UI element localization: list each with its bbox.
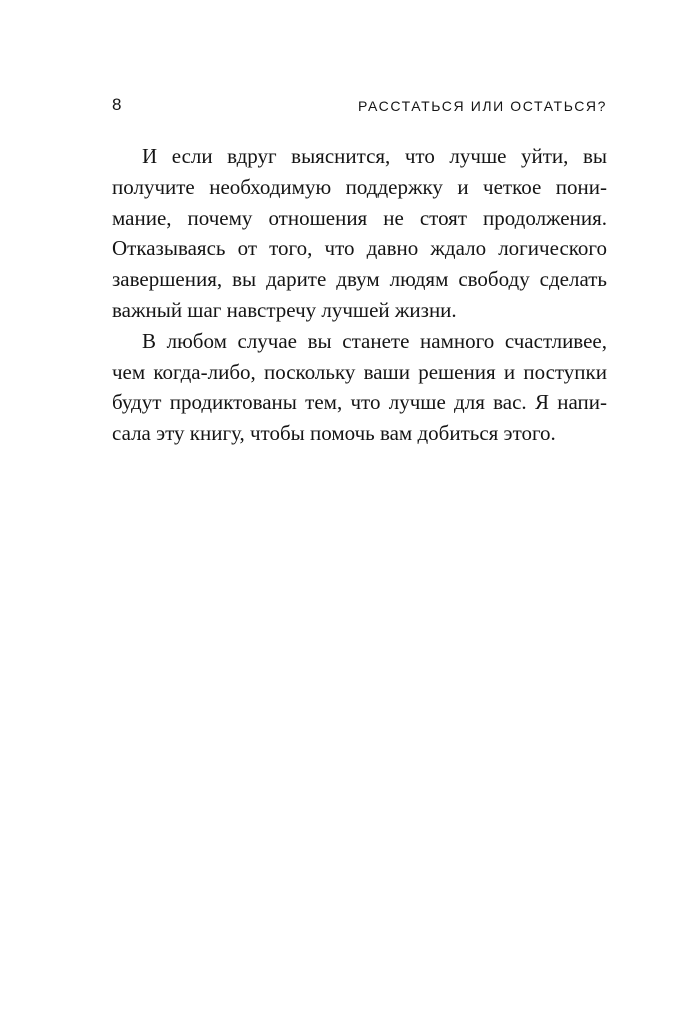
text-line: сала эту книгу, чтобы помочь вам добиться этого. — [112, 421, 556, 446]
running-head: РАССТАТЬСЯ ИЛИ ОСТАТЬСЯ? — [358, 98, 607, 114]
text-line: чем когда-либо, поскольку ваши решения и поступки — [112, 359, 607, 384]
body-text — [112, 141, 607, 449]
text-line: И если вдруг выяснится, что лучше уйти, вы — [142, 144, 607, 168]
paragraph-1 — [112, 141, 607, 326]
page-number: 8 — [112, 95, 122, 114]
text-line: Отказываясь от того, что давно ждало логического — [112, 236, 607, 261]
text-line: будут продиктованы тем, что лучше для вас. Я напи- — [112, 390, 607, 415]
paragraph-2 — [112, 326, 607, 449]
text-line: мание, почему отношения не стоят продолжения. — [112, 205, 607, 230]
text-line: получите необходимую поддержку и четкое пони- — [112, 174, 607, 199]
text-line: В любом случае вы станете намного счастливее, — [142, 328, 607, 353]
text-line: завершения, вы дарите двум людям свободу сделать — [112, 267, 607, 292]
text-line: важный шаг навстречу лучшей жизни. — [112, 297, 457, 322]
